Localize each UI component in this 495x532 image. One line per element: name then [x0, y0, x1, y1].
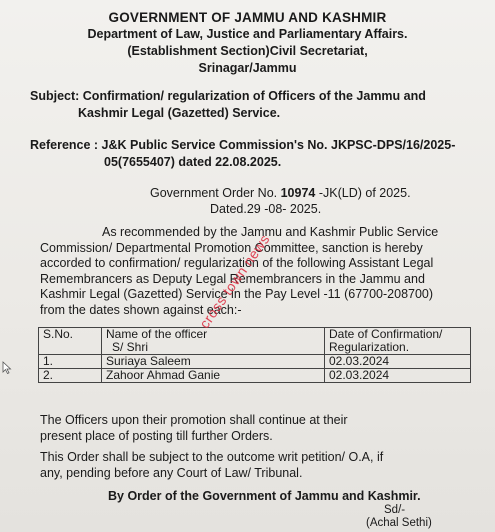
order-number-prefix: Government Order No. — [150, 186, 281, 200]
continuation-line-2: present place of posting till further Orders. — [40, 429, 273, 443]
header-date-line-2: Regularization. — [329, 340, 410, 354]
order-date: Dated.29 -08- 2025. — [210, 202, 322, 216]
body-line-6: from the dates shown against each:- — [40, 302, 242, 317]
body-line-4: Remembrancers as Deputy Legal Remembrancers in the Jammu and — [40, 271, 425, 286]
body-line-3: accorded to confirmation/ regularization of the following Assistant Legal — [40, 256, 434, 270]
section-name: (Establishment Section)Civil Secretariat, — [127, 44, 368, 58]
header-name — [102, 328, 325, 355]
header-name-line-2: S/ Shri — [112, 340, 149, 354]
table-row — [39, 355, 471, 369]
continuation-line-1-text: The Officers upon their promotion shall continue at their — [40, 413, 348, 427]
header-name-line-1: Name of the officer — [106, 327, 208, 341]
header-date-line-1: Date of Confirmation/ — [329, 327, 443, 341]
subject-line-2: Kashmir Legal (Gazetted) Service. — [78, 106, 281, 120]
order-number-suffix: -JK(LD) of 2025. — [315, 186, 411, 200]
row-1-date: 02.03.2024 — [325, 355, 471, 369]
subject-to-line-2: any, pending before any Court of Law/ Tribunal. — [40, 466, 303, 480]
row-1-sno: 1. — [39, 355, 102, 369]
location: Srinagar/Jammu — [198, 61, 297, 75]
body-line-2: Commission/ Departmental Promotion Committee, sanction is hereby — [40, 240, 423, 255]
row-2-date: 02.03.2024 — [325, 369, 471, 383]
body-line-1-text: As recommended by the Jammu and Kashmir Public Service — [102, 225, 439, 239]
reference-line-1: Reference : J&K Public Service Commission's No. JKPSC-DPS/16/2025- — [30, 138, 456, 152]
reference-line-2: 05(7655407) dated 22.08.2025. — [104, 155, 282, 169]
table-header-row — [39, 328, 471, 355]
by-order-line: By Order of the Government of Jammu and Kashmir. — [108, 489, 421, 503]
row-2-name: Zahoor Ahmad Ganie — [102, 369, 325, 383]
order-number-value: 10974 — [280, 186, 316, 200]
officers-table — [38, 327, 471, 383]
subject-to-line-1 — [40, 449, 472, 465]
watermark-text: cross town news — [196, 231, 273, 332]
row-1-name: Suriaya Saleem — [102, 355, 325, 369]
continuation-paragraph — [40, 412, 472, 444]
row-2-sno: 2. — [39, 369, 102, 383]
department-name: Department of Law, Justice and Parliamentary Affairs. — [87, 27, 408, 41]
subject-block — [30, 88, 470, 122]
header-date — [325, 328, 471, 355]
reference-block — [30, 137, 470, 171]
signer-name: (Achal Sethi) — [366, 517, 432, 529]
order-number — [150, 186, 470, 200]
header-sno: S.No. — [39, 328, 102, 355]
mouse-cursor-icon — [2, 361, 12, 374]
table-row — [39, 369, 471, 383]
signature-sd: Sd/- — [384, 504, 406, 516]
subject-to-line-1-text: This Order shall be subject to the outcome writ petition/ O.A, if — [40, 450, 384, 464]
government-title: GOVERNMENT OF JAMMU AND KASHMIR — [108, 10, 387, 25]
body-line-5: Kashmir Legal (Gazetted) Service in the Pay Level -11 (67700-208700) — [40, 287, 434, 301]
continuation-line-1 — [40, 412, 472, 428]
subject-line-1: Subject: Confirmation/ regularization of Officers of the Jammu and — [30, 89, 426, 103]
subject-to-paragraph — [40, 449, 472, 481]
